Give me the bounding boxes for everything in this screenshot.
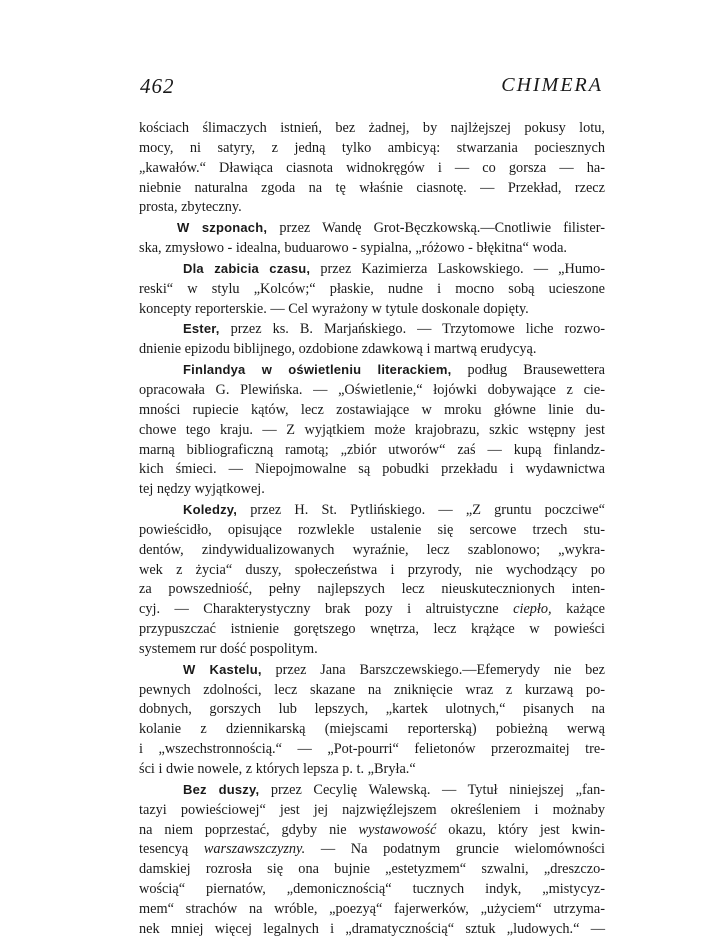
text-line bbox=[139, 500, 605, 521]
text-line: opracowała G. Plewińska. — „Oświetlenie,“ łojówki dobywające z cie- bbox=[139, 381, 605, 398]
text-segment: przez Jana Barszczewskiego.—Efemerydy nie bez bbox=[261, 661, 605, 678]
text-line bbox=[139, 319, 605, 340]
text-segment: przez Wandę Grot-Bęczkowską.—Cnotliwie filister- bbox=[267, 220, 605, 237]
text-segment: przez Kazimierza Laskowskiego. — „Humo- bbox=[310, 260, 605, 277]
review-title: W Kastelu, bbox=[183, 661, 262, 677]
page-body bbox=[139, 119, 605, 940]
text-line: „kawałów.“ Dławiąca ciasnota widnokręgów i — co gorsza — ha- bbox=[139, 159, 605, 176]
text-line: tesencyą warszawszczyzny. — Na podatnym gruncie wielomówności bbox=[139, 841, 605, 858]
text-line: nek mniej więcej legalnych i „dramatycznością“ sztuk „ludowych.“ — bbox=[139, 920, 605, 937]
review-dla-zabicia-czasu bbox=[139, 259, 605, 320]
review-bez-duszy bbox=[139, 780, 605, 940]
review-w-kastelu bbox=[139, 660, 605, 780]
text-line: cyj. — Charakterystyczny brak pozy i altruistyczne ciepło, każące bbox=[139, 601, 606, 618]
text-line bbox=[139, 259, 605, 280]
page-header bbox=[140, 74, 603, 104]
italic-word: wystawowość bbox=[358, 821, 437, 838]
text-line bbox=[139, 780, 605, 801]
text-line: za powszedniość, pełny najlepszych lecz nieuskutecznionych inten- bbox=[139, 581, 605, 598]
text-line: na niem poprzestać, gdyby nie wystawowość okazu, który jest kwin- bbox=[139, 821, 606, 838]
text-line: i „wszechstronnością.“ — „Pot-pourri“ felietonów przerozmaitej tre- bbox=[139, 741, 605, 758]
text-line: marną bibliograficzną ramotą; „zbiór utworów“ zaś — kupą finlandz- bbox=[139, 441, 605, 458]
text-line: damskiej rozrosła się ona bujnie „estetyzmem“ szwalni, „dreszczo- bbox=[139, 861, 605, 878]
text-segment: przez Cecylię Walewską. — Tytuł niniejszej „fan- bbox=[259, 781, 606, 798]
review-title: Ester, bbox=[183, 321, 220, 337]
text-line bbox=[139, 360, 605, 381]
review-ester bbox=[139, 319, 605, 360]
text-line: prosta, zbyteczny. bbox=[139, 199, 242, 216]
text-line: koncepty reporterskie. — Cel wyrażony w tytule doskonale dopięty. bbox=[139, 300, 529, 317]
page-number: 462 bbox=[140, 74, 175, 98]
text-line: chowe tego kraju. — Z wyjątkiem może krajobrazu, szkic wstępny jest bbox=[139, 421, 605, 438]
review-title: Bez duszy, bbox=[183, 781, 260, 797]
text-segment: podług Brausewettera bbox=[451, 362, 605, 379]
review-title: W szponach, bbox=[177, 220, 268, 236]
text-line: dnienie epizodu biblijnego, ozdobione zdawkową i martwą erudycyą. bbox=[139, 341, 537, 358]
text-line bbox=[139, 660, 605, 681]
italic-word: ciepło, bbox=[513, 601, 552, 618]
review-title: Dla zabicia czasu, bbox=[183, 260, 311, 276]
text-line: systemem rur dość pospolitym. bbox=[139, 640, 318, 657]
review-title: Koledzy, bbox=[183, 502, 238, 518]
review-w-szponach bbox=[139, 218, 605, 259]
review-finlandya bbox=[139, 360, 605, 500]
text-line: wością“ piernatów, „demonicznością“ tucznych indyk, „mistycyz- bbox=[139, 881, 605, 898]
review-title: Finlandya w oświetleniu literackiem, bbox=[183, 362, 452, 378]
italic-word: warszawszczyzny. bbox=[203, 841, 306, 858]
text-line: ska, zmysłowo - idealna, buduarowo - sypialna, „różowo - błękitna“ woda. bbox=[139, 240, 567, 257]
text-segment: przez H. St. Pytlińskiego. — „Z gruntu poczciwe“ bbox=[237, 502, 605, 519]
text-line: pewnych zdolności, lecz skazane na zniknięcie wraz z kurzawą po- bbox=[139, 681, 605, 698]
paragraph-continuation bbox=[139, 119, 605, 218]
text-line: mem“ strachów na wróble, „poezyą“ fajerwerków, „użyciem“ utrzyma- bbox=[139, 900, 605, 917]
text-line: kolanie z dziennikarską (miejscami reporterską) pobieżną werwą bbox=[139, 721, 605, 738]
text-line: dobnych, gorszych lub lepszych, „kartek ulotnych,“ pisanych na bbox=[139, 701, 605, 718]
text-line: mności rupiecie kątów, lecz zostawiające w mroku główne linie du- bbox=[139, 401, 605, 418]
text-line bbox=[139, 218, 605, 239]
running-title: CHIMERA bbox=[501, 74, 603, 96]
text-line: dentów, zindywidualizowanych wyraźnie, lecz szablonowo; „wykra- bbox=[139, 541, 605, 558]
text-line: wek z życia“ duszy, społeczeństwa i przyrody, nie wychodzący po bbox=[139, 561, 605, 578]
text-line: przypuszczać istnienie gorętszego wnętrza, lecz krążące w powieści bbox=[139, 621, 605, 638]
text-line: tej nędzy wyjątkowej. bbox=[139, 481, 265, 498]
text-segment: przez ks. B. Marjańskiego. — Trzytomowe liche rozwo- bbox=[219, 321, 605, 338]
text-line: ści i dwie nowele, z których lepsza p. t. „Bryła.“ bbox=[139, 761, 416, 777]
text-line: tazyi powieściowej“ jest jej najzwięźlejszem określeniem i możnaby bbox=[139, 801, 605, 818]
text-line: powieścidło, opisujące rozwlekle ustalenie się sercowe trzech stu- bbox=[139, 521, 605, 538]
text-line: reski“ w stylu „Kolców;“ płaskie, nudne i mocno sobą ucieszone bbox=[139, 280, 605, 297]
text-line: kich śmieci. — Niepojmowalne są pobudki przekładu i wydawnictwa bbox=[139, 461, 605, 478]
text-line: mocy, ni satyry, z jedną tylko ambicyą: stwarzania pociesznych bbox=[139, 139, 605, 156]
text-line: niebnie naturalna zgoda na tę właśnie ciasnotę. — Przekład, rzecz bbox=[139, 179, 605, 196]
review-koledzy bbox=[139, 500, 605, 660]
text-line: kościach ślimaczych istnień, bez żadnej, by najlżejszej pokusy lotu, bbox=[139, 120, 605, 136]
